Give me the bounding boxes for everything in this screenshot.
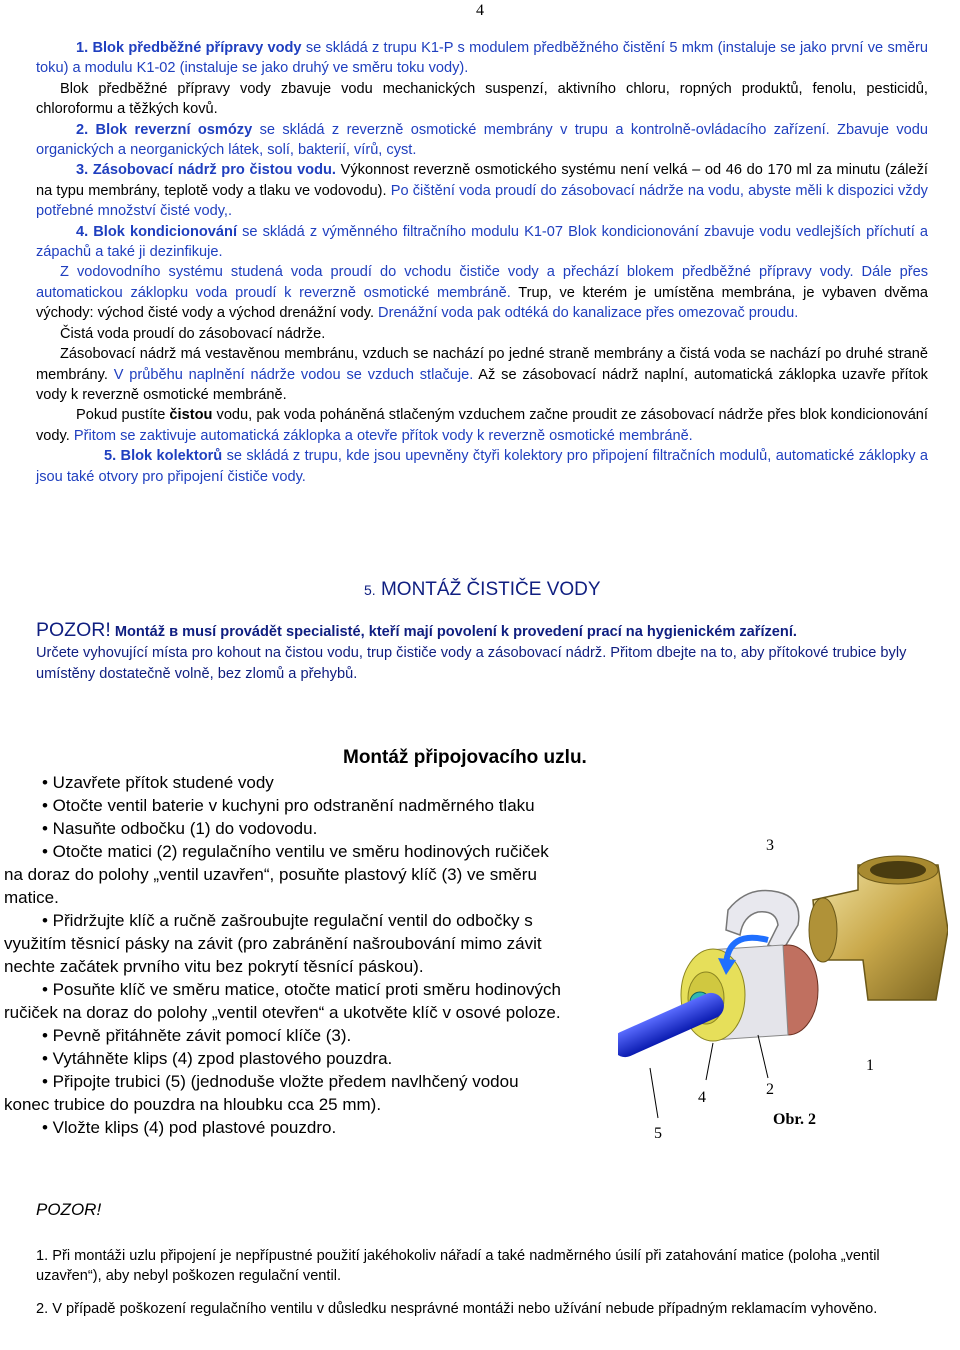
step-line: konec trubice do pouzdra na hloubku cca 25 mm).: [4, 1095, 382, 1114]
figure-label-3: 3: [766, 837, 774, 854]
warning-text: Určete vyhovující místa pro kohout na čistou vodu, trup čističe vody a zásobovací nádrž. Přitom dbejte na to, aby přítokové trubice byly umístěny dostatečně volně, bez zlomů a přehybů.: [36, 645, 907, 682]
figure-label-1: 1: [866, 1057, 874, 1074]
step-line: • Otočte ventil baterie v kuchyni pro odstranění nadměrného tlaku: [42, 796, 535, 815]
leader-line-4: [706, 1043, 713, 1080]
tank-text-b: V průběhu naplnění nádrže vodou se vzduch stlačuje.: [107, 366, 474, 383]
block-1-description: Blok předběžné přípravy vody zbavuje vodu mechanických suspenzí, aktivního chloru, ropných produktů, fenolu, pesticidů, chloroformu a těžkých kovů.: [36, 80, 928, 118]
block-3-title: Zásobovací nádrž pro čistou vodu.: [92, 162, 336, 179]
figure-caption: Obr. 2: [773, 1111, 816, 1128]
step-line: • Otočte matici (2) regulačního ventilu ve směru hodinových ručiček: [42, 842, 549, 861]
tank-text-c: Až se zásobovací nádrž naplní, automatická záklopka uzavře přítok vody k reverzně osmotické membráně.: [36, 366, 928, 403]
figure-label-4: 4: [698, 1089, 706, 1106]
warning-notes: [36, 1246, 936, 1331]
block-4-text: se skládá z výměnného filtračního modulu K1-07 Blok kondicionování zbavuje vodu vedlejších příchutí a zápachů a také ji dezinfikuje.: [36, 223, 928, 261]
block-1-paragraph: [36, 38, 928, 79]
block-5-title: Blok kolektorů: [120, 448, 223, 465]
block-4-title: Blok kondicionování: [93, 223, 238, 240]
section-title: [364, 579, 601, 601]
step-line: využitím těsnicí pásky na závit (pro zabránění našroubování mimo závit: [4, 934, 542, 953]
usage-text-a: Pokud pustíte: [76, 407, 170, 424]
warning-bold-text: Montáž в musí provádět specialisté, kteří mají povolení k provedení prací na hygienickém zařízení.: [110, 624, 797, 640]
step-line: matice.: [4, 888, 59, 907]
step-line: nechte začátek prvního vitu bez pokrytí těsnící páskou).: [4, 957, 424, 976]
block-5-text: se skládá z trupu, kde jsou upevněny čtyři kolektory pro připojení filtračních modulů, automatické záklopky a jsou také otvory pro připojení čističe vody.: [36, 448, 929, 485]
step-line: • Vložte klips (4) pod plastové pouzdro.: [42, 1118, 337, 1137]
flow-paragraph: [36, 262, 928, 323]
block-5-paragraph: [36, 446, 928, 487]
mounting-steps: [4, 771, 664, 1139]
usage-text-b: vodu, pak voda poháněná stlačeným vzduchem začne proudit ze zásobovací nádrže přes blok kondicionování vody.: [36, 407, 928, 444]
block-1-text: se skládá z trupu K1-P s modulem předběžného čistění 5 mkm (instaluje se jako první ve směru toku) a modulu K1-02 (instaluje se jako druhý ve směru toku vody).: [36, 40, 928, 77]
block-1-title: Blok předběžné přípravy vody: [92, 40, 302, 56]
leader-line-2: [758, 1035, 768, 1078]
warning-note: 1. Při montáži uzlu připojení je nepřípustné použití jakéhokoliv nářadí a také nadměrného úsilí při zatahování matice (poloha „ventil uzavřen“), aby nebyl poškozen regulační ventil.: [36, 1248, 880, 1285]
step-line: • Posuňte klíč ve směru matice, otočte maticí proti směru hodinových: [42, 980, 561, 999]
block-2-paragraph: [36, 120, 928, 161]
block-3-paragraph: [36, 160, 928, 221]
step-line: • Vytáhněte klips (4) zpod plastového pouzdra.: [42, 1049, 393, 1068]
block-4-paragraph: [36, 222, 928, 263]
section-number: 5.: [364, 582, 376, 598]
blocks-description: [36, 38, 928, 487]
mounting-title: Montáž připojovacího uzlu.: [343, 747, 587, 768]
leader-line-5: [650, 1068, 658, 1118]
valve-nut-icon: [681, 945, 818, 1041]
flow-text-b: Dále přes automatickou záklopku voda proudí k reverzně osmotické membráně.: [36, 264, 928, 301]
step-line: • Uzavřete přítok studené vody: [42, 773, 274, 792]
clean-water-paragraph: Čistá voda proudí do zásobovací nádrže.: [60, 325, 326, 342]
step-line: ručiček na doraz do polohy „ventil otevřen“ a ukotvěte klíč v osové poloze.: [4, 1003, 561, 1022]
tank-paragraph: [36, 344, 928, 405]
block-3-text-a: Výkonnost reverzně osmotického systému není velká – od 46 do 170 ml za minutu (záleží na typu membrány, teplotě vody a tlaku ve vodovodu).: [36, 162, 928, 199]
warning-heading: POZOR!: [36, 1200, 102, 1219]
step-line: • Připojte trubici (5) (jednoduše vložte předem navlhčený vodou: [42, 1072, 519, 1091]
step-line: • Přidržujte klíč a ručně zašroubujte regulační ventil do odbočky s: [42, 911, 533, 930]
usage-paragraph: [36, 405, 928, 446]
figure-label-2: 2: [766, 1081, 774, 1098]
block-4-number: 4.: [76, 223, 89, 240]
page-number: 4: [476, 2, 484, 19]
flow-text-d: Drenážní voda pak odtéká do kanalizace přes omezovač proudu.: [374, 305, 799, 322]
warning-paragraph: [36, 620, 936, 685]
block-1-number: 1.: [76, 40, 89, 56]
block-2-number: 2.: [76, 121, 89, 138]
block-2-text: se skládá z reverzně osmotické membrány v trupu a kontrolně-ovládacího zařízení. Zbavuje vodu organických a neorganických látek, solí, bakterií, vírů, cyst.: [36, 121, 928, 159]
flow-text-c: Trup, ve kterém je umístěna membrána, je vybaven dvěma východy: východ čisté vody a východ drenážní vody.: [36, 284, 928, 322]
flow-text-a: Z vodovodního systému studená voda proudí do vchodu čističe vody a přechází blokem předběžné přípravy vody.: [60, 264, 854, 281]
section-title-text: MONTÁŽ ČISTIČE VODY: [375, 579, 601, 600]
connection-unit-figure: [618, 830, 948, 1150]
step-line: na doraz do polohy „ventil uzavřen“, posuňte plastový klíč (3) ve směru: [4, 865, 537, 884]
step-line: • Nasuňte odbočku (1) do vodovodu.: [42, 819, 318, 838]
block-3-text-b: Po čištění voda proudí do zásobovací nádrže na vodu, abyste měli k dispozici vždy potřebné množství čisté vody,.: [36, 182, 928, 220]
figure-label-5: 5: [654, 1125, 662, 1142]
tee-fitting-icon: [809, 856, 948, 1000]
usage-bold: čistou: [169, 407, 213, 424]
warning-label: POZOR!: [36, 619, 111, 641]
warning-note: 2. V případě poškození regulačního ventilu v důsledku nesprávné montáži nebo užívání nebude případným reklamacím vyhověno.: [36, 1300, 878, 1317]
step-line: • Pevně přitáhněte závit pomocí klíče (3).: [42, 1026, 352, 1045]
usage-text-c: Přitom se zaktivuje automatická záklopka a otevře přítok vody k reverzně osmotické membráně.: [69, 427, 693, 444]
block-3-number: 3.: [76, 162, 89, 179]
tank-text-a: Zásobovací nádrž má vestavěnou membránu, vzduch se nachází po jedné straně membrány a čistá voda se nachází po druhé straně membrány.: [36, 346, 928, 383]
block-5-number: 5.: [104, 448, 117, 465]
block-2-title: Blok reverzní osmózy: [95, 121, 253, 138]
